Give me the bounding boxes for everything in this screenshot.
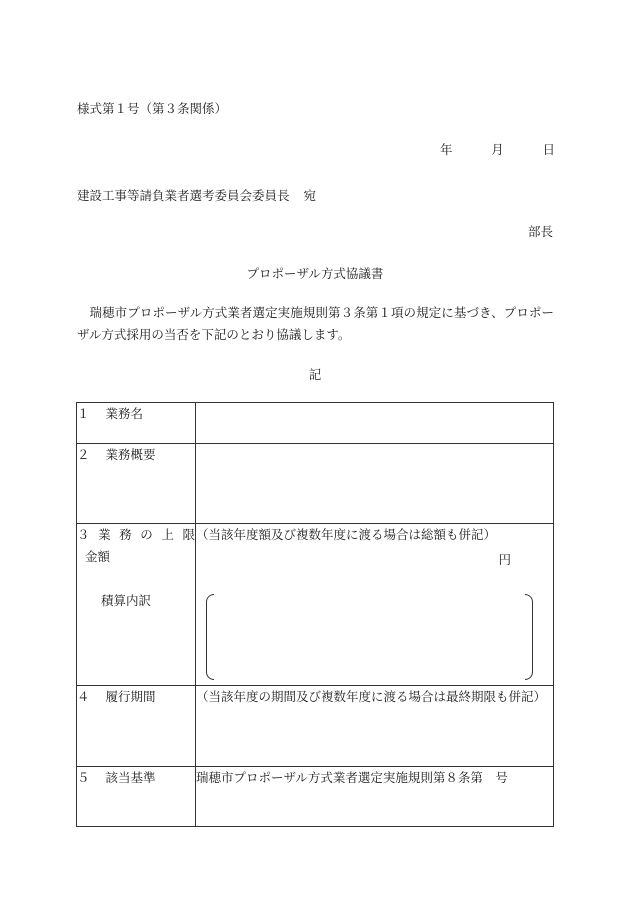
row2-label-cell — [77, 444, 196, 524]
date-year-label: 年 — [440, 142, 453, 157]
row1-number: １ — [77, 406, 90, 421]
addressee-line — [77, 186, 316, 204]
row5-label-cell — [77, 767, 196, 827]
sender-title: 部長 — [527, 224, 553, 239]
row3-note: （当該年度額及び複数年度に渡る場合は総額も併記） — [196, 527, 497, 542]
addressee-name: 建設工事等請負業者選考委員会委員長 — [77, 188, 290, 203]
row4-number: ４ — [77, 689, 90, 704]
row3-label-line2: 金額 — [85, 549, 111, 564]
row5-number: ５ — [77, 770, 90, 785]
table-row — [77, 686, 554, 767]
row3-unit: 円 — [498, 552, 511, 567]
row3-label-char: ３ — [77, 527, 90, 542]
row1-label: 業務名 — [105, 406, 144, 421]
breakdown-bracket-left — [206, 594, 214, 680]
row3-sublabel: 積算内訳 — [101, 593, 152, 608]
table-row — [77, 524, 554, 686]
form-number: 様式第１号（第３条関係） — [77, 101, 228, 116]
row5-label: 該当基準 — [105, 770, 156, 785]
table-row — [77, 767, 554, 827]
row2-label: 業務概要 — [105, 447, 156, 462]
breakdown-bracket-right — [525, 594, 533, 680]
row2-number: ２ — [77, 447, 90, 462]
row1-label-cell — [77, 403, 196, 444]
date-month-label: 月 — [491, 142, 504, 157]
row3-label-char: 業 — [98, 527, 111, 542]
table-row — [77, 403, 554, 444]
ki-heading: 記 — [308, 367, 322, 382]
row3-label-cell — [77, 524, 196, 686]
row4-label: 履行期間 — [105, 689, 156, 704]
table-row — [77, 444, 554, 524]
body-paragraph: 瑞穂市プロポーザル方式業者選定実施規則第３条第１項の規定に基づき、プロポーザル方式採用の当否を下記のとおり協議します。 — [77, 305, 554, 342]
row4-value-cell[interactable] — [196, 686, 554, 767]
row5-value-cell[interactable] — [196, 767, 554, 827]
row3-label-char: 上 — [161, 527, 174, 542]
date-day-label: 日 — [542, 142, 555, 157]
date-line — [440, 140, 555, 158]
row4-label-cell — [77, 686, 196, 767]
row3-label-char: 限 — [182, 527, 195, 542]
proposal-table — [76, 402, 554, 827]
row2-value-cell[interactable] — [196, 444, 554, 524]
row5-value: 瑞穂市プロポーザル方式業者選定実施規則第８条第 号 — [196, 770, 508, 785]
document-title: プロポーザル方式協議書 — [246, 266, 384, 281]
row3-label-char: の — [140, 527, 153, 542]
row3-value-cell[interactable] — [196, 524, 554, 686]
row3-label-char: 務 — [119, 527, 132, 542]
addressee-honorific: 宛 — [303, 188, 317, 203]
row4-note: （当該年度の期間及び複数年度に渡る場合は最終期限も併記） — [196, 689, 547, 704]
row1-value-cell[interactable] — [196, 403, 554, 444]
row3-label-line1 — [77, 524, 195, 546]
